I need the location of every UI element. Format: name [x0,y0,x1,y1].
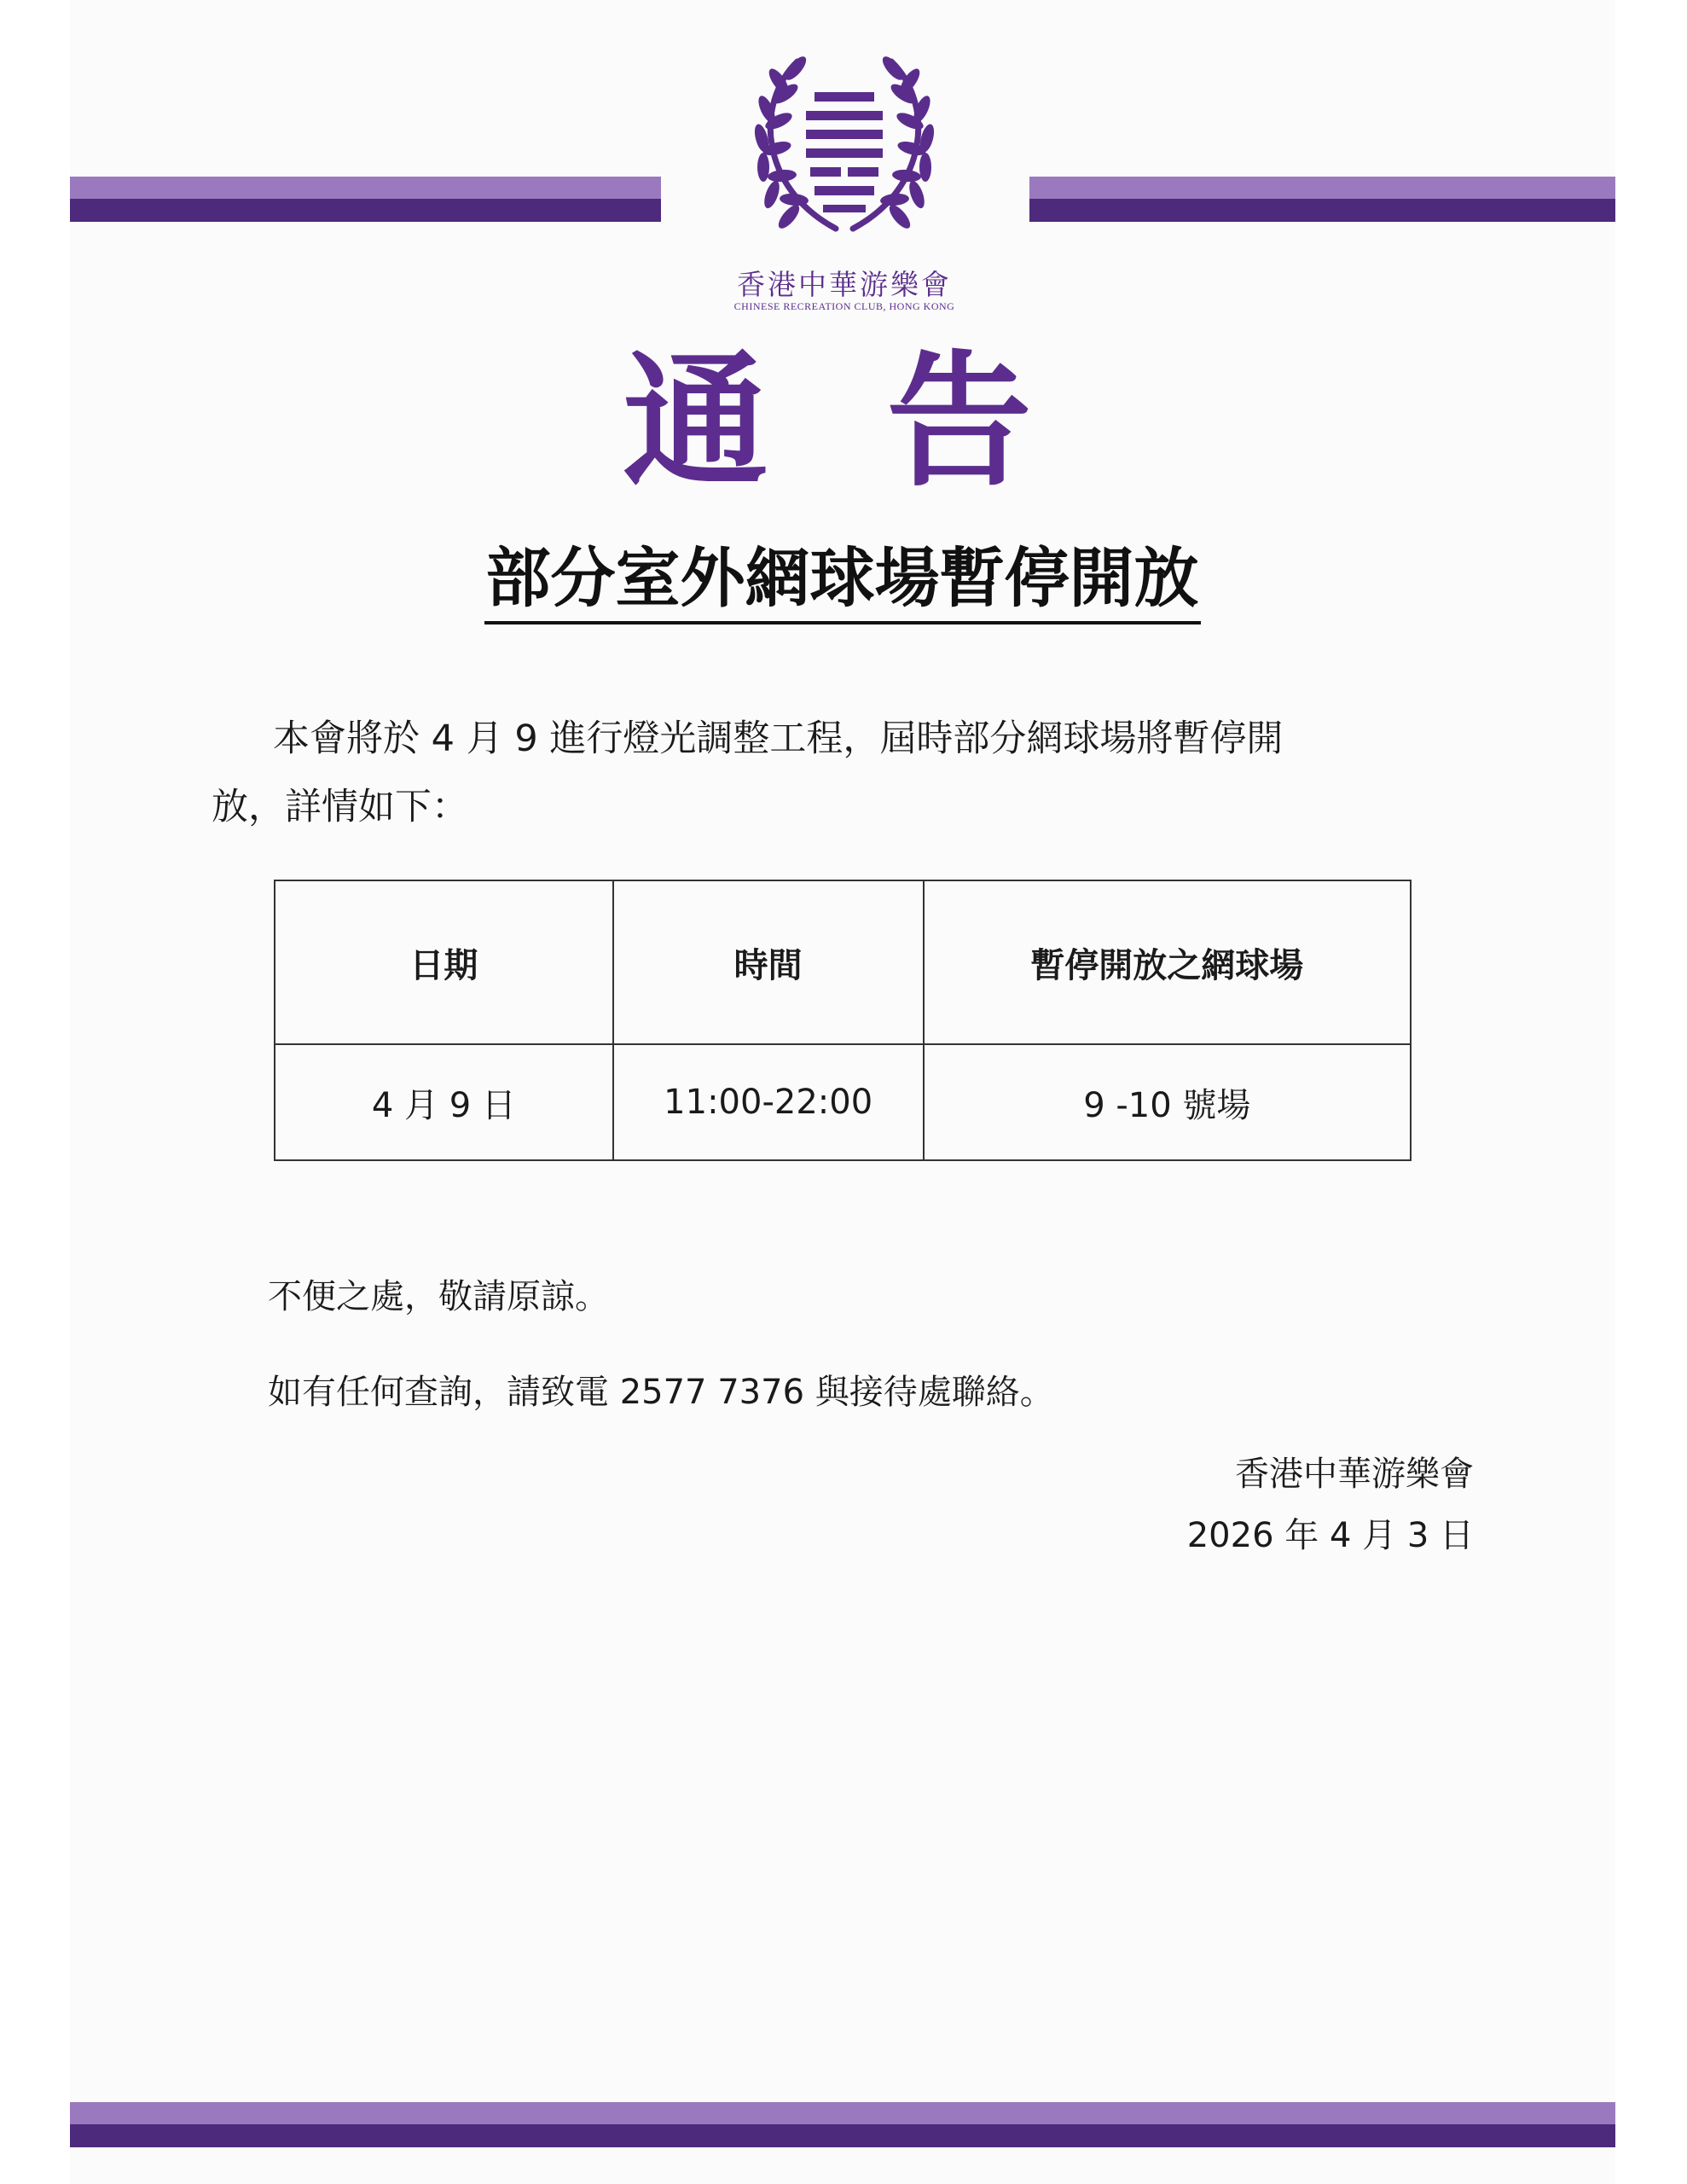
notice-subtitle: 部分室外網球場暫停開放 [484,537,1201,624]
table-header-row [275,880,1411,1044]
signature-block [1023,1443,1474,1566]
footer-band [70,2102,1615,2147]
cell-date: 4 月 9 日 [275,1044,613,1160]
table-row [275,1044,1411,1160]
notice-body-line-2: 放，詳情如下： [212,786,468,828]
subtitle-container [443,537,1241,624]
header-courts: 暫停開放之網球場 [924,880,1411,1044]
notice-title: 通 告 [623,338,1066,507]
header-time: 時間 [613,880,924,1044]
apology-text: 不便之處，敬請原諒。 [268,1277,609,1316]
club-name-chinese: 香港中華游樂會 [737,268,952,301]
header-band-right [1029,177,1615,222]
cell-time: 11:00-22:00 [613,1044,924,1160]
header-date: 日期 [275,880,613,1044]
enquiry-text: 如有任何查詢，請致電 2577 7376 與接待處聯絡。 [268,1373,1054,1412]
laurel-wreath-emblem-icon [738,51,951,243]
notice-body [212,705,1406,841]
header-band-left [70,177,661,222]
signature-organization: 香港中華游樂會 [1235,1455,1474,1494]
club-name-english: CHINESE RECREATION CLUB, HONG KONG [733,300,955,312]
signature-date: 2026 年 4 月 3 日 [1186,1516,1474,1555]
cell-courts: 9 -10 號場 [924,1044,1411,1160]
notice-body-line-1: 本會將於 4 月 9 進行燈光調整工程，屆時部分網球場將暫停開 [273,717,1284,760]
closure-schedule-table [274,880,1412,1161]
